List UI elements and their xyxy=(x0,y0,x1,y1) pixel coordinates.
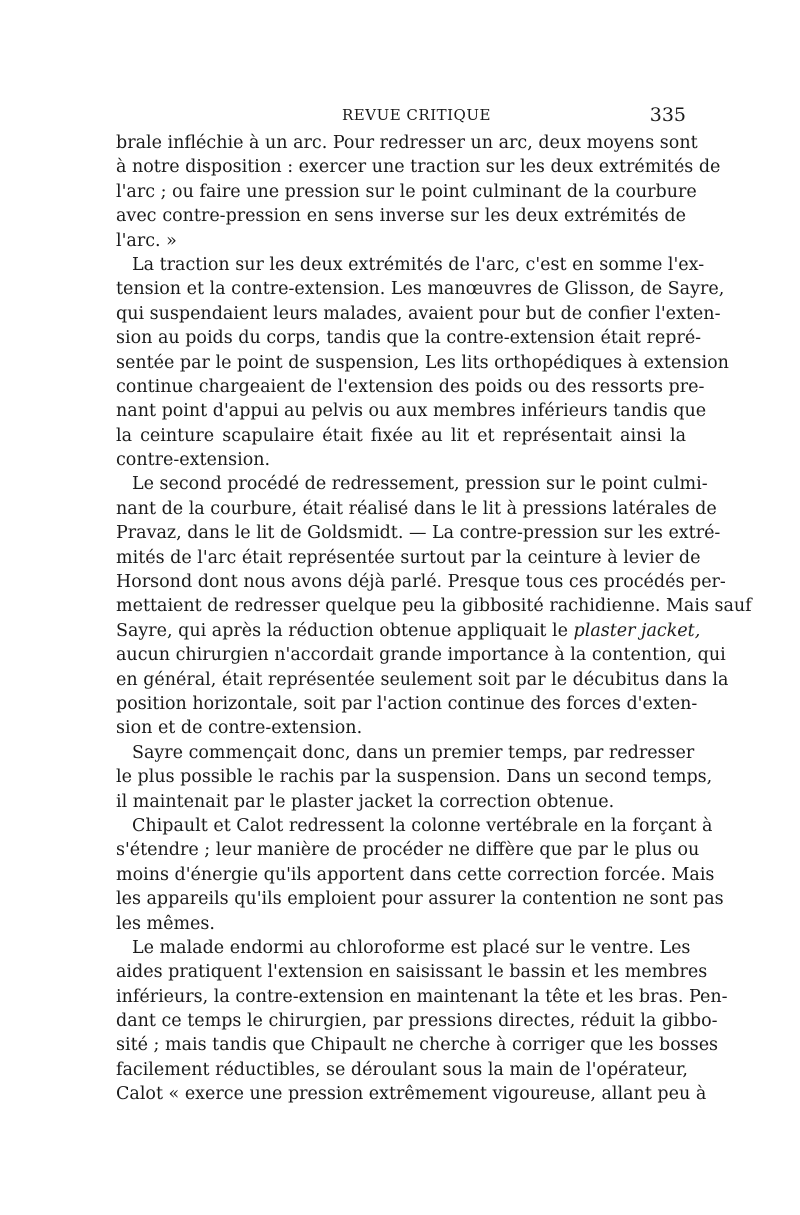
running-title: REVUE CRITIQUE xyxy=(342,106,491,124)
text-line xyxy=(116,180,697,204)
text-line-content: mités de l'arc était représentée surtout par la ceinture à levier de xyxy=(116,547,701,568)
text-line-content: s'étendre ; leur manière de procéder ne diffère que par le plus ou xyxy=(116,840,700,861)
text-line-content: Pravaz, dans le lit de Goldsmidt. — La contre-pression sur les extré- xyxy=(116,523,721,544)
text-line-content: le plus possible le rachis par la suspension. Dans un second temps, xyxy=(116,767,713,788)
text-line-content: continue chargeaient de l'extension des poids ou des ressorts pre- xyxy=(116,376,705,397)
text-line xyxy=(116,497,717,521)
text-line xyxy=(116,985,728,1009)
text-line-content: tension et la contre-extension. Les manœuvres de Glisson, de Sayre, xyxy=(116,279,725,300)
text-line-content: moins d'énergie qu'ils apportent dans cette correction forcée. Mais xyxy=(116,864,715,885)
text-line xyxy=(116,960,708,984)
text-line xyxy=(116,692,698,716)
italic-term: plaster jacket, xyxy=(573,620,701,641)
text-line xyxy=(116,594,752,618)
text-line-content: il maintenait par le plaster jacket la correction obtenue. xyxy=(116,791,615,812)
text-line-content: Horsond dont nous avons déjà parlé. Presque tous ces procédés per- xyxy=(116,572,726,593)
text-line-content: en général, était représentée seulement soit par le décubitus dans la xyxy=(116,669,729,690)
page-header xyxy=(116,104,686,130)
text-line xyxy=(116,302,721,326)
text-line-content: position horizontale, soit par l'action continue des forces d'exten- xyxy=(116,693,698,714)
text-line xyxy=(116,131,698,155)
text-line-content: Le second procédé de redressement, pression sur le point culmi- xyxy=(132,474,708,495)
text-line xyxy=(116,351,729,375)
text-line-content: l'arc. » xyxy=(116,230,177,251)
text-line-content: mettaient de redresser quelque peu la gibbosité rachidienne. Mais sauf xyxy=(116,596,752,617)
text-line xyxy=(116,765,713,789)
text-line-content: La traction sur les deux extrémités de l'arc, c'est en somme l'ex- xyxy=(132,254,705,275)
text-line xyxy=(116,424,686,448)
text-line-content: avec contre-pression en sens inverse sur les deux extrémités de xyxy=(116,206,686,227)
text-line-content: nant point d'appui au pelvis ou aux membres inférieurs tandis que xyxy=(116,401,707,422)
text-line-content: Sayre commençait donc, dans un premier temps, par redresser xyxy=(132,742,695,763)
text-line xyxy=(116,838,700,862)
text-line xyxy=(116,253,705,277)
page-number: 335 xyxy=(649,104,686,126)
text-line-content: contre-extension. xyxy=(116,450,271,471)
text-line xyxy=(116,155,721,179)
text-line-content: sentée par le point de suspension, Les lits orthopédiques à extension xyxy=(116,352,729,373)
text-line-content: Sayre, qui après la réduction obtenue appliquait le xyxy=(116,620,574,641)
text-line xyxy=(116,277,725,301)
text-line xyxy=(116,472,708,496)
text-line xyxy=(116,448,686,472)
text-line xyxy=(116,887,724,911)
text-line xyxy=(116,546,701,570)
text-line xyxy=(116,936,691,960)
text-line-content: Calot « exerce une pression extrêmement vigoureuse, allant peu à xyxy=(116,1084,707,1105)
text-line xyxy=(116,912,686,936)
text-line-content: Le malade endormi au chloroforme est placé sur le ventre. Les xyxy=(132,937,691,958)
text-line-content: les appareils qu'ils emploient pour assurer la contention ne sont pas xyxy=(116,889,724,910)
text-line-content: à notre disposition : exercer une traction sur les deux extrémités de xyxy=(116,157,721,178)
text-line-content: sité ; mais tandis que Chipault ne cherche à corriger que les bosses xyxy=(116,1035,719,1056)
text-line xyxy=(116,668,729,692)
text-line xyxy=(116,716,686,740)
text-line xyxy=(116,814,713,838)
text-line-content: la ceinture scapulaire était fixée au lit et représentait ainsi la xyxy=(116,425,686,446)
text-line xyxy=(116,1033,719,1057)
text-line-content: aucun chirurgien n'accordait grande importance à la contention, qui xyxy=(116,645,726,666)
text-line-content: nant de la courbure, était réalisé dans le lit à pressions latérales de xyxy=(116,498,717,519)
text-line-content: qui suspendaient leurs malades, avaient pour but de confier l'exten- xyxy=(116,303,721,324)
text-line-content: inférieurs, la contre-extension en maintenant la tête et les bras. Pen- xyxy=(116,986,728,1007)
text-line xyxy=(116,375,705,399)
text-line-content: les mêmes. xyxy=(116,913,215,934)
text-line-content: sion au poids du corps, tandis que la contre-extension était repré- xyxy=(116,328,702,349)
body-text xyxy=(116,131,752,1107)
text-line-content: sion et de contre-extension. xyxy=(116,718,363,739)
text-line xyxy=(116,326,702,350)
text-line-content: facilement réductibles, se déroulant sous la main de l'opérateur, xyxy=(116,1059,688,1080)
text-line-content: brale infléchie à un arc. Pour redresser un arc, deux moyens sont xyxy=(116,133,698,153)
text-line xyxy=(116,741,695,765)
text-line xyxy=(116,1009,718,1033)
text-line-content: aides pratiquent l'extension en saisissant le bassin et les membres xyxy=(116,962,708,983)
text-line xyxy=(116,643,726,667)
text-line xyxy=(116,619,701,643)
text-line xyxy=(116,204,686,228)
text-line xyxy=(116,1082,707,1106)
text-line-content: l'arc ; ou faire une pression sur le point culminant de la courbure xyxy=(116,181,697,202)
text-line xyxy=(116,1058,686,1082)
text-line xyxy=(116,399,707,423)
text-line-content: Chipault et Calot redressent la colonne vertébrale en la forçant à xyxy=(132,815,713,836)
text-line xyxy=(116,570,726,594)
text-line-content: dant ce temps le chirurgien, par pressions directes, réduit la gibbo- xyxy=(116,1011,718,1032)
text-line xyxy=(116,229,686,253)
text-line xyxy=(116,521,721,545)
text-line xyxy=(116,790,686,814)
text-line xyxy=(116,863,715,887)
